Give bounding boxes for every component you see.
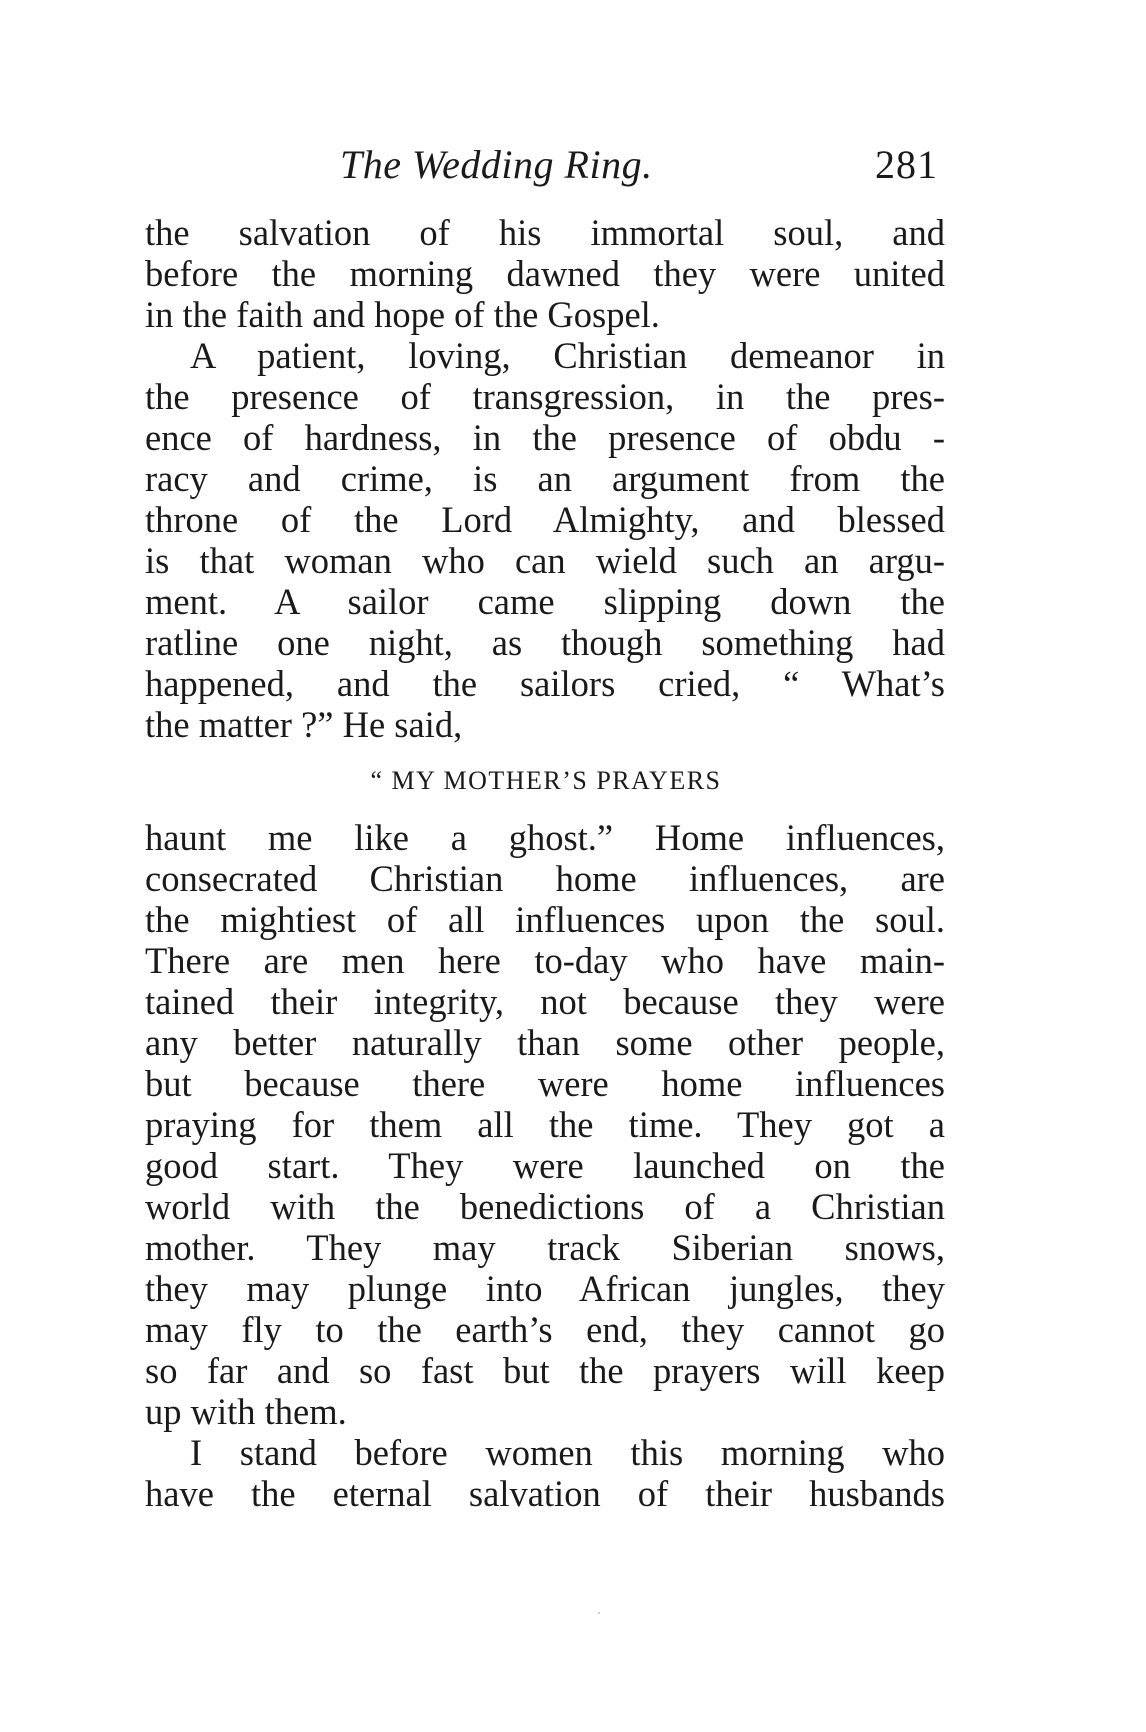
running-title: The Wedding Ring. bbox=[340, 142, 653, 187]
text-line: the salvation of his immortal soul, and bbox=[145, 212, 945, 253]
text-line: world with the benedictions of a Christian bbox=[145, 1186, 945, 1227]
text-line: they may plunge into African jungles, they bbox=[145, 1268, 945, 1309]
text-line: so far and so fast but the prayers will keep bbox=[145, 1350, 945, 1391]
text-line: the matter ?” He said, bbox=[145, 704, 463, 745]
paper-speck bbox=[598, 1612, 600, 1614]
text-line: the presence of transgression, in the pres- bbox=[145, 376, 945, 417]
paragraph-2 bbox=[145, 335, 945, 745]
page-number: 281 bbox=[875, 142, 938, 187]
text-line: up with them. bbox=[145, 1391, 347, 1432]
text-line: praying for them all the time. They got a bbox=[145, 1104, 945, 1145]
text-line: ment. A sailor came slipping down the bbox=[145, 581, 945, 622]
text-line: is that woman who can wield such an argu- bbox=[145, 540, 945, 581]
text-line: have the eternal salvation of their husbands bbox=[145, 1473, 945, 1514]
text-line: mother. They may track Siberian snows, bbox=[145, 1227, 945, 1268]
text-line: good start. They were launched on the bbox=[145, 1145, 945, 1186]
text-line: racy and crime, is an argument from the bbox=[145, 458, 945, 499]
text-line: consecrated Christian home influences, are bbox=[145, 858, 945, 899]
text-line: throne of the Lord Almighty, and blessed bbox=[145, 499, 945, 540]
text-line: the mightiest of all influences upon the soul. bbox=[145, 899, 945, 940]
text-line: but because there were home influences bbox=[145, 1063, 945, 1104]
text-line: tained their integrity, not because they were bbox=[145, 981, 945, 1022]
paragraph-3 bbox=[145, 817, 945, 1432]
text-line: ence of hardness, in the presence of obdu - bbox=[145, 417, 945, 458]
section-heading: “ MY MOTHER’S PRAYERS bbox=[370, 766, 722, 795]
text-line: haunt me like a ghost.” Home influences, bbox=[145, 817, 945, 858]
running-head bbox=[145, 140, 945, 190]
paragraph-1 bbox=[145, 212, 945, 335]
text-line: any better naturally than some other people, bbox=[145, 1022, 945, 1063]
text-line: happened, and the sailors cried, “ What’s bbox=[145, 663, 945, 704]
text-line: I stand before women this morning who bbox=[190, 1432, 945, 1473]
text-line: may fly to the earth’s end, they cannot go bbox=[145, 1309, 945, 1350]
text-line: ratline one night, as though something had bbox=[145, 622, 945, 663]
text-line: A patient, loving, Christian demeanor in bbox=[190, 335, 945, 376]
paragraph-4 bbox=[145, 1432, 945, 1514]
text-line: before the morning dawned they were united bbox=[145, 253, 945, 294]
text-line: in the faith and hope of the Gospel. bbox=[145, 294, 660, 335]
body-text bbox=[145, 212, 945, 1514]
text-line: There are men here to-day who have main- bbox=[145, 940, 945, 981]
